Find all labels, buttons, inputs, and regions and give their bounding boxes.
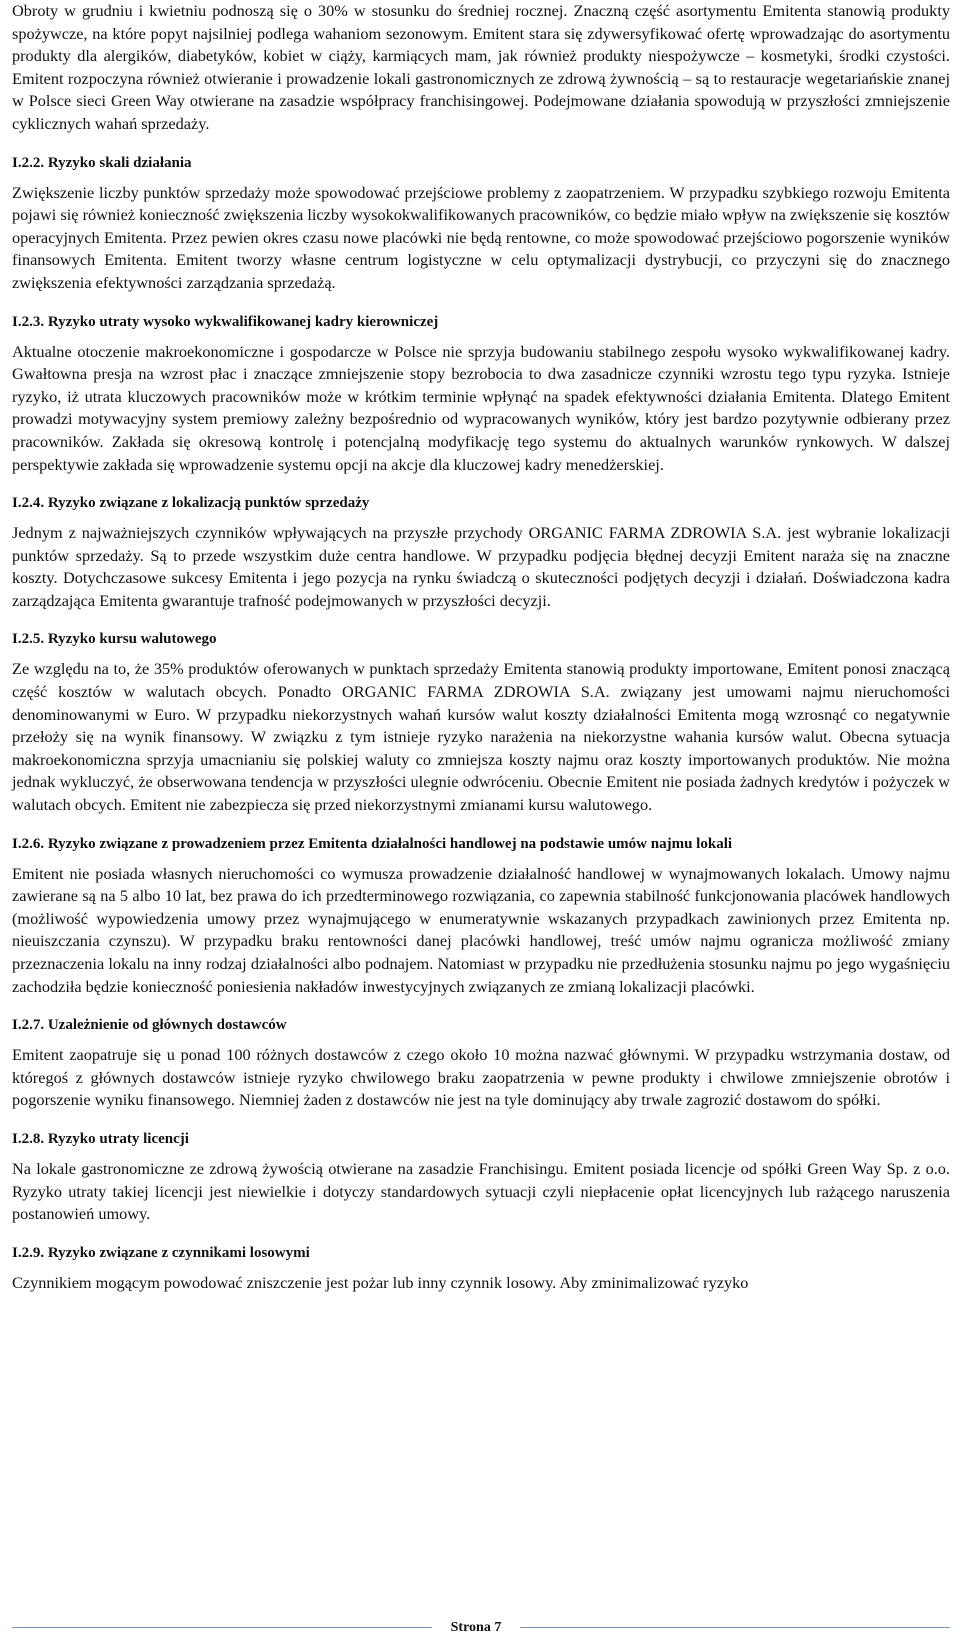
section-i-2-7 — [12, 1015, 950, 1112]
footer-rule-right — [520, 1627, 950, 1628]
section-title: Ryzyko związane z lokalizacją punktów sprzedaży — [47, 495, 370, 512]
section-paragraph: Ze względu na to, że 35% produktów oferowanych w punktach sprzedaży Emitenta stanowią produkty importowane, Emitent ponosi znaczącą część kosztów w walutach obcych. Ponadto ORGANIC FARMA ZDROWIA S.A. związany jest umowami najmu nieruchomości denominowanymi w Euro. W przypadku niekorzystnych wahań kursów walut koszty działalności Emitenta mogą wzrosnąć co negatywnie przełoży się na wynik finansowy. W związku z tym istnieje ryzyko narażenia na niekorzystne wahania kursów walut. Obecna sytuacja makroekonomiczna sprzyja umacnianiu się polskiej waluty co zmniejsza koszty najmu oraz koszty importowanych produktów. Nie można jednak wykluczyć, że obserwowana tendencja w przyszłości ulegnie odwróceniu. Obecnie Emitent nie posiada żadnych kredytów i pożyczek w walutach obcych. Emitent nie zabezpiecza się przed niekorzystnymi zmianami kursu walutowego. — [12, 659, 950, 815]
section-number: I.2.4. — [12, 495, 45, 512]
section-i-2-6 — [12, 834, 950, 999]
section-i-2-5 — [12, 629, 950, 816]
section-paragraph: Emitent zaopatruje się u ponad 100 różnych dostawców z czego około 10 można nazwać głównymi. W przypadku wstrzymania dostaw, od któregoś z głównych dostawców istnieje ryzyko chwilowego braku zaopatrzenia w pewne produkty i chwilowe zmniejszenie obrotów i pogorszenie wyniku finansowego. Niemniej żaden z dostawców nie jest na tyle dominujący aby trwale zagrozić dostawom do spółki. — [12, 1045, 950, 1110]
section-heading — [12, 1129, 950, 1149]
document-page — [12, 0, 950, 1294]
section-i-2-2 — [12, 153, 950, 295]
section-title: Ryzyko utraty wysoko wykwalifikowanej kadry kierowniczej — [47, 313, 439, 330]
section-paragraph: Zwiększenie liczby punktów sprzedaży może spowodować przejściowe problemy z zaopatrzeniem. W przypadku szybkiego rozwoju Emitenta pojawi się również konieczność zwiększenia liczby wysokokwalifikowanych pracowników, co będzie miało wpływ na zwiększenie się kosztów operacyjnych Emitenta. Przez pewien okres czasu nowe placówki nie będą rentowne, co może spowodować przejściowo pogorszenie wyników finansowych Emitenta. Emitent tworzy własne centrum logistyczne w celu optymalizacji dystrybucji, co przyczyni się do znacznego zwiększenia efektywności zarządzania sprzedażą. — [12, 182, 950, 292]
section-number: I.2.7. — [12, 1017, 45, 1034]
section-number: I.2.3. — [12, 313, 45, 330]
footer-rule-left — [12, 1627, 432, 1628]
section-title: Ryzyko kursu walutowego — [47, 631, 217, 648]
section-number: I.2.6. — [12, 835, 45, 852]
section-i-2-3 — [12, 312, 950, 477]
section-heading — [12, 834, 950, 854]
section-number: I.2.5. — [12, 631, 45, 648]
section-i-2-8 — [12, 1129, 950, 1226]
section-heading — [12, 493, 950, 513]
section-title: Ryzyko utraty licencji — [47, 1130, 189, 1147]
section-heading — [12, 153, 950, 173]
section-heading — [12, 1243, 950, 1263]
section-heading — [12, 1015, 950, 1035]
section-i-2-4 — [12, 493, 950, 612]
section-i-2-9 — [12, 1243, 950, 1295]
intro-paragraph: Obroty w grudniu i kwietniu podnoszą się o 30% w stosunku do średniej rocznej. Znaczną część asortymentu Emitenta stanowią produkty spożywcze, na które popyt najsilniej podlega wahaniom sezonowym. Emitent stara się zdywersyfikować ofertę wprowadzając do asortymentu produkty dla alergików, diabetyków, kobiet w ciąży, karmiących mam, jak również produkty niespożywcze – kosmetyki, środki czystości. Emitent rozpoczyna również otwieranie i prowadzenie lokali gastronomicznych ze zdrową żywnością – są to restauracje wegetariańskie znanej w Polsce sieci Green Way otwierane na zasadzie współpracy franchisingowej. Podejmowane działania spowodują w przyszłości zmniejszenie cyklicznych wahań sprzedaży. — [12, 1, 950, 133]
section-number: I.2.8. — [12, 1130, 45, 1147]
section-paragraph: Czynnikiem mogącym powodować zniszczenie jest pożar lub inny czynnik losowy. Aby zminimalizować ryzyko — [12, 1272, 749, 1292]
section-number: I.2.9. — [12, 1244, 45, 1261]
section-paragraph: Aktualne otoczenie makroekonomiczne i gospodarcze w Polsce nie sprzyja budowaniu stabilnego zespołu wysoko wykwalifikowanej kadry. Gwałtowna presja na wzrost płac i znaczące zmniejszenie stopy bezrobocia to dwa zasadnicze czynniki wzrostu tego typu ryzyka. Istnieje ryzyko, iż utrata kluczowych pracowników może w krótkim terminie wpłynąć na spadek efektywności działania Emitenta. Dlatego Emitent prowadzi motywacyjny system premiowy zależny bezpośrednio od wypracowanych wyników, który jest bardzo pozytywnie odbierany przez pracowników. Zakłada się okresową kontrolę i potencjalną modyfikację tego systemu do aktualnych warunków rynkowych. W dalszej perspektywie zakłada się wprowadzenie systemu opcji na akcje dla kluczowej kadry menedżerskiej. — [12, 341, 950, 474]
page-number: Strona 7 — [450, 1620, 502, 1635]
section-title: Ryzyko skali działania — [47, 154, 192, 171]
section-title: Uzależnienie od głównych dostawców — [47, 1017, 287, 1034]
page-footer — [0, 1619, 960, 1637]
section-title: Ryzyko związane z czynnikami losowymi — [47, 1244, 310, 1261]
section-paragraph: Emitent nie posiada własnych nieruchomości co wymusza prowadzenie działalność handlowej w wynajmowanych lokalach. Umowy najmu zawierane są na 5 albo 10 lat, bez prawa do ich przedterminowego rozwiązania, co zapewnia stabilność funkcjonowania placówek handlowych (możliwość wypowiedzenia umowy przez wynajmującego w enumeratywnie wskazanych przypadkach zawinionych przez Emitenta np. nieuiszczania czynszu). W przypadku braku rentowności danej placówki handlowej, treść umów najmu ogranicza możliwość zmiany przeznaczenia lokalu na inny rodzaj działalności albo podnajem. Natomiast w przypadku nie przedłużenia stosunku najmu po jego wygaśnięciu zachodziła będzie konieczność poniesienia nakładów inwestycyjnych związanych ze zmianą lokalizacji placówki. — [12, 863, 950, 996]
section-paragraph: Na lokale gastronomiczne ze zdrową żywością otwierane na zasadzie Franchisingu. Emitent posiada licencje od spółki Green Way Sp. z o.o. Ryzyko utraty takiej licencji jest niewielkie i dotyczy standardowych sytuacji czyli niepłacenie opłat licencyjnych lub rażącego naruszenia postanowień umowy. — [12, 1158, 950, 1224]
section-title: Ryzyko związane z prowadzeniem przez Emitenta działalności handlowej na podstawie umów najmu lokali — [47, 835, 733, 852]
section-heading — [12, 629, 950, 649]
section-paragraph: Jednym z najważniejszych czynników wpływających na przyszłe przychody ORGANIC FARMA ZDROWIA S.A. jest wybranie lokalizacji punktów sprzedaży. Są to przede wszystkim duże centra handlowe. W przypadku podjęcia błędnej decyzji Emitent naraża się na znaczne koszty. Dotychczasowe sukcesy Emitenta i jego pozycja na rynku świadczą o skuteczności podjętych decyzji i działań. Doświadczona kadra zarządzająca Emitenta gwarantuje trafność podejmowanych w przyszłości decyzji. — [12, 523, 950, 610]
section-number: I.2.2. — [12, 154, 45, 171]
section-heading — [12, 312, 950, 332]
